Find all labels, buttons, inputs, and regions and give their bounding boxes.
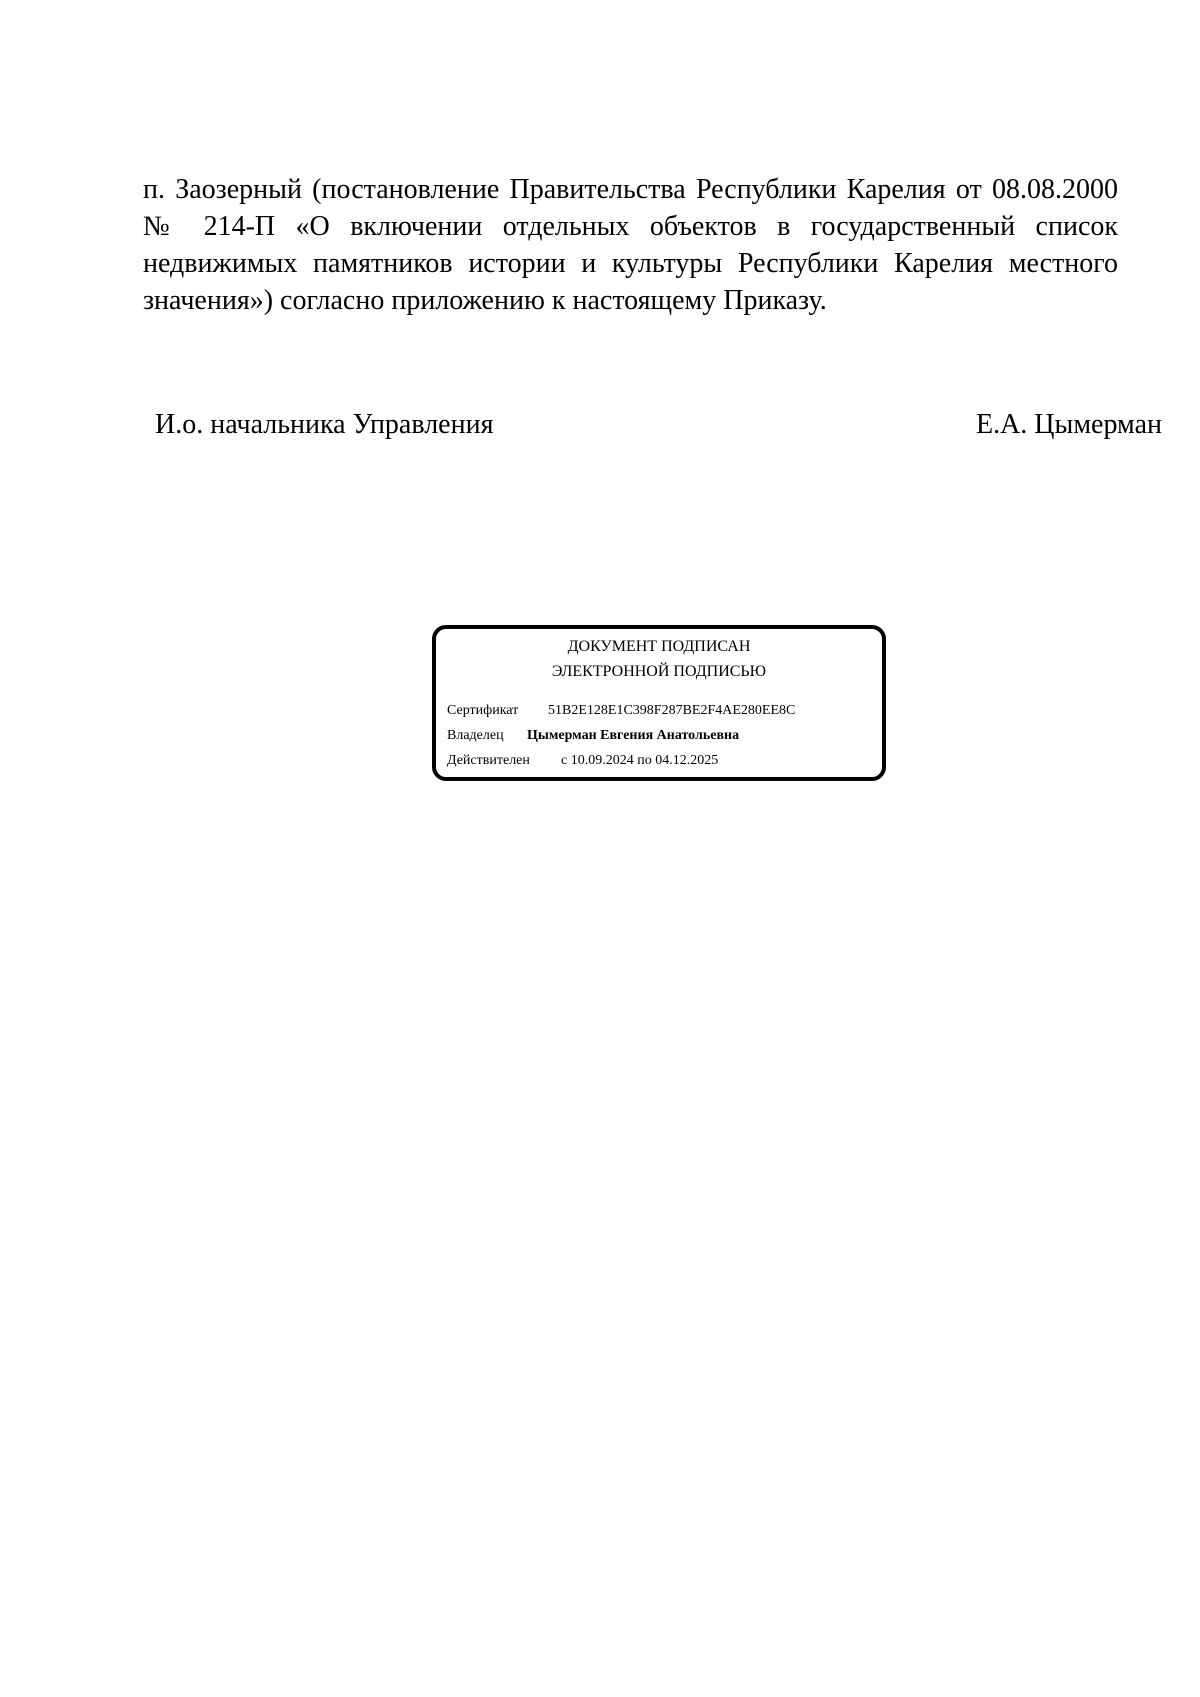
signatory-name: Е.А. Цымерман xyxy=(975,409,1162,440)
electronic-signature-stamp xyxy=(432,625,886,781)
stamp-title-line2: ЭЛЕКТРОННОЙ ПОДПИСЬЮ xyxy=(551,663,767,680)
stamp-validity-value: с 10.09.2024 по 04.12.2025 xyxy=(561,753,719,768)
stamp-owner-value: Цымерман Евгения Анатольевна xyxy=(527,728,740,743)
stamp-title-line1: ДОКУМЕНТ ПОДПИСАН xyxy=(567,638,751,655)
stamp-owner-label: Владелец xyxy=(447,728,504,743)
signatory-position: И.о. начальника Управления xyxy=(155,409,494,440)
stamp-certificate-label: Сертификат xyxy=(447,703,519,718)
stamp-validity-row xyxy=(447,752,718,770)
stamp-certificate-row xyxy=(447,702,795,720)
stamp-certificate-value: 51B2E128E1C398F287BE2F4AE280EE8C xyxy=(548,703,796,718)
stamp-owner-row xyxy=(447,727,739,745)
body-paragraph: п. Заозерный (постановление Правительства Республики Карелия от 08.08.2000 № 214-П «О включении отдельных объектов в государственный список недвижимых памятников истории и культуры Республики Карелия местного значения») согласно приложению к настоящему Приказу. xyxy=(143,174,1118,316)
stamp-validity-label: Действителен xyxy=(447,753,530,768)
